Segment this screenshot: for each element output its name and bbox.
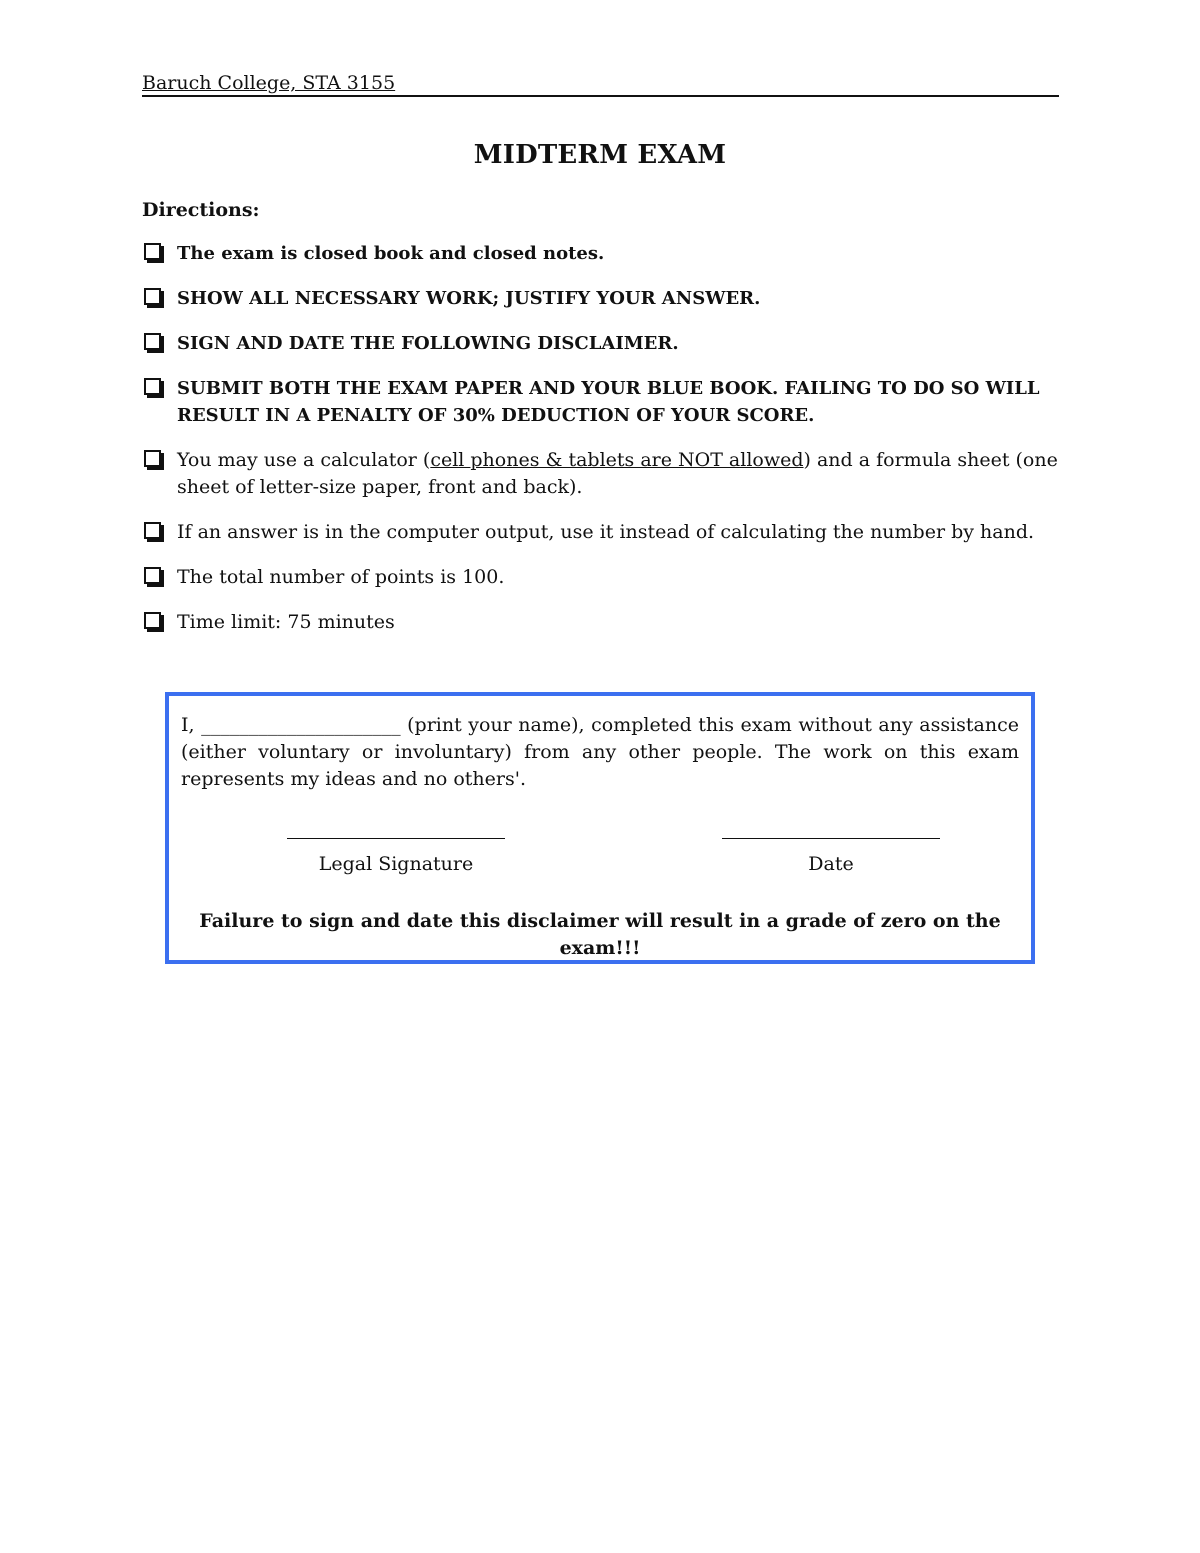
course-name: Baruch College, STA 3155 <box>142 72 396 94</box>
direction-item <box>142 564 1059 591</box>
direction-item <box>142 609 1059 636</box>
checkbox-icon <box>144 567 161 584</box>
direction-text: The total number of points is 100. <box>177 566 505 588</box>
direction-text-underlined: cell phones & tablets are NOT allowed <box>430 449 804 471</box>
direction-text: If an answer is in the computer output, use it instead of calculating the number by hand. <box>177 521 1035 543</box>
checkbox-icon <box>144 522 161 539</box>
disclaimer-box <box>165 692 1035 964</box>
direction-text: The exam is closed book and closed notes. <box>177 243 605 264</box>
direction-item <box>142 375 1059 429</box>
direction-item <box>142 240 1059 267</box>
checkbox-icon <box>144 243 161 260</box>
date-line[interactable] <box>722 818 940 839</box>
direction-item <box>142 447 1059 501</box>
checkbox-icon <box>144 288 161 305</box>
direction-text: Time limit: 75 minutes <box>177 611 395 633</box>
disclaimer-statement: I, _____________________ (print your name), completed this exam without any assistance (either voluntary or involuntary) from any other people. The work on this exam represents my ideas and no others'. <box>181 714 1019 790</box>
checkbox-icon <box>144 378 161 395</box>
checkbox-icon <box>144 612 161 629</box>
signature-label: Legal Signature <box>318 853 474 875</box>
signature-line[interactable] <box>287 818 505 839</box>
checkbox-icon <box>144 450 161 467</box>
direction-text-pre: You may use a calculator ( <box>177 449 431 471</box>
signature-block <box>281 818 511 875</box>
date-block <box>716 818 946 875</box>
exam-title: MIDTERM EXAM <box>473 140 727 170</box>
directions-label: Directions: <box>142 199 260 221</box>
date-label: Date <box>808 853 854 875</box>
direction-item <box>142 330 1059 357</box>
direction-text-post: ) and a formula sheet (one sheet of letter-size paper, front and back). <box>177 449 1058 498</box>
direction-text: SIGN AND DATE THE FOLLOWING DISCLAIMER. <box>177 333 679 354</box>
direction-text: SUBMIT BOTH THE EXAM PAPER AND YOUR BLUE BOOK. FAILING TO DO SO WILL RESULT IN A PENALTY OF 30% DEDUCTION OF YOUR SCORE. <box>177 378 1040 426</box>
checkbox-icon <box>144 333 161 350</box>
directions-list <box>142 240 1059 654</box>
page-header <box>142 72 1059 97</box>
direction-item <box>142 519 1059 546</box>
direction-item <box>142 285 1059 312</box>
direction-text: SHOW ALL NECESSARY WORK; JUSTIFY YOUR ANSWER. <box>177 288 761 309</box>
disclaimer-warning: Failure to sign and date this disclaimer will result in a grade of zero on the exam!!! <box>199 910 1001 959</box>
signature-row <box>169 818 1031 878</box>
